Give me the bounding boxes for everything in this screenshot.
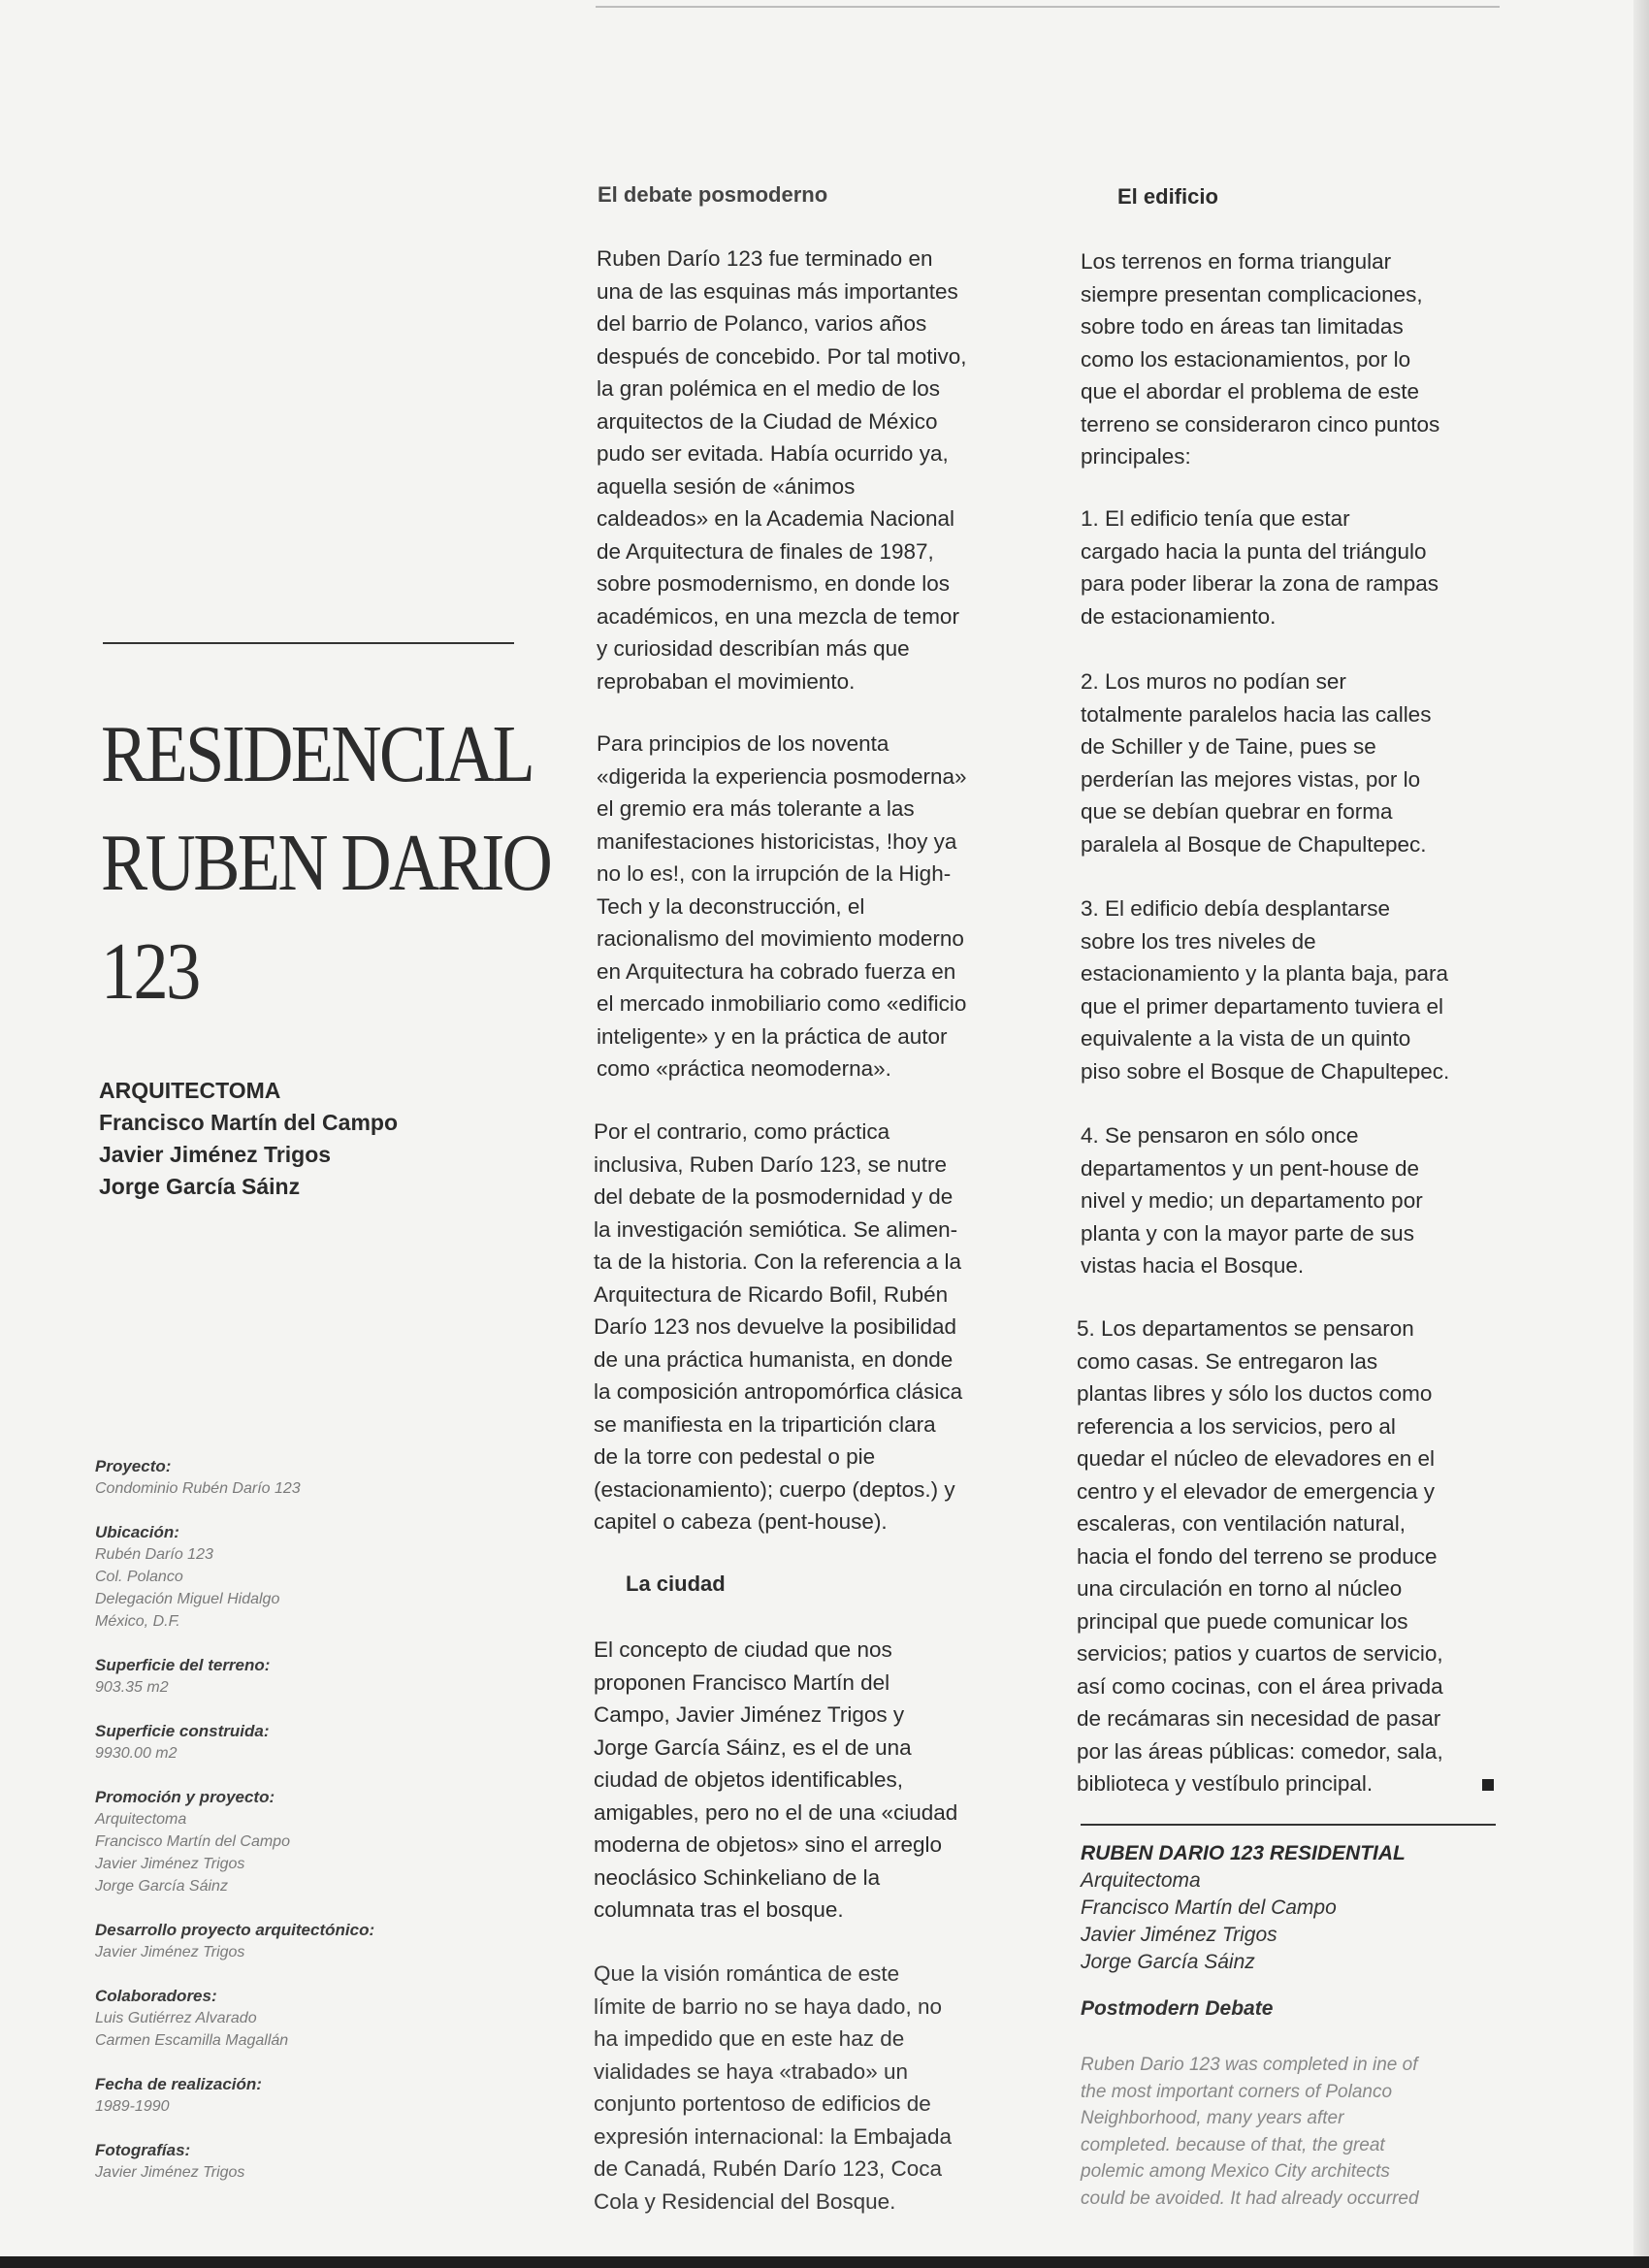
section-heading-debate: El debate posmoderno xyxy=(598,182,828,207)
english-body: Ruben Dario 123 was completed in ine of the most important corners of Polanco Neighborhood, many years after completed. because of that, the great polemic among Mexico City architects could be avoided. It had already occurred xyxy=(1081,2055,1419,2209)
title-line-1: RESIDENCIAL xyxy=(101,709,534,799)
paragraph: Para principios de los noventa «digerida la experiencia posmoderna» el gremio era más tolerante a las manifestaciones historicistas, !hoy ya no lo es!, con la irrupción de la High- Tech y la deconstrucción, el racionalismo del movimiento moderno en Arquitectura ha cobrado fuerza en el mercado inmobiliario como «edificio inteligente» y en la práctica de autor como «práctica neomoderna». xyxy=(597,731,967,1081)
section-heading-city: La ciudad xyxy=(626,1571,726,1596)
spec-label: Superficie del terreno: xyxy=(95,1656,271,1674)
credit-architect: Francisco Martín del Campo xyxy=(99,1110,399,1135)
spec-value: Javier Jiménez Trigos xyxy=(95,2164,245,2181)
english-summary xyxy=(1081,1840,1507,2212)
english-rule xyxy=(1081,1824,1496,1826)
spec-value: 1989-1990 xyxy=(95,2098,170,2115)
project-specs xyxy=(95,1455,502,2205)
spec-value: Rubén Darío 123 Col. Polanco Delegación Miguel Hidalgo México, D.F. xyxy=(95,1546,280,1630)
paragraph: Los terrenos en forma triangular siempre presentan complicaciones, sobre todo en áreas tan limitadas como los estacionamientos, por lo que el abordar el problema de este terreno se consideraron cinco puntos principales: xyxy=(1081,249,1440,469)
english-subheading: Postmodern Debate xyxy=(1081,1997,1274,2020)
paragraph: Que la visión romántica de este límite de barrio no se haya dado, no ha impedido que en este haz de vialidades se haya «trabado» un conjunto portentoso de edificios de expresión internacional: la Embajada de Canadá, Rubén Darío 123, Coca Cola y Residencial del Bosque. xyxy=(594,1961,952,2214)
spec-label: Promoción y proyecto: xyxy=(95,1788,275,1806)
spec-photos xyxy=(95,2139,502,2184)
page-title xyxy=(101,700,551,1026)
spec-label: Superficie construida: xyxy=(95,1722,270,1740)
title-line-3: 123 xyxy=(101,926,199,1017)
paragraph: El concepto de ciudad que nos proponen Francisco Martín del Campo, Javier Jiménez Trigos y Jorge García Sáinz, es el de una ciudad de objetos identificables, amigables, pero no el de una «ciudad moderna de objetos» sino el arreglo neoclásico Schinkeliano de la columnata tras el bosque. xyxy=(594,1637,958,1922)
paragraph: Por el contrario, como práctica inclusiva, Ruben Darío 123, se nutre del debate de la posmodernidad y de la investigación semiótica. Se alimen- ta de la historia. Con la referencia a la Arquitectura de Ricardo Bofil, Rubén Darío 123 nos devuelve la posibilidad de una práctica humanista, en donde la composición antropomórfica clásica se manifiesta en la tripartición clara de la torre con pedestal o pie (estacionamiento); cuerpo (deptos.) y capitel o cabeza (pent-house). xyxy=(594,1119,963,1534)
title-line-2: RUBEN DARIO xyxy=(101,818,551,908)
paragraph: Ruben Darío 123 fue terminado en una de las esquinas más importantes del barrio de Polanco, varios años después de concebido. Por tal motivo, la gran polémica en el medio de los arquitectos de la Ciudad de México pudo ser evitada. Había ocurrido ya, aquella sesión de «ánimos caldeados» en la Academia Nacional de Arquitectura de finales de 1987, sobre posmodernismo, en donde los académicos, en una mezcla de temor y curiosidad describían más que reprobaban el movimiento. xyxy=(597,246,967,694)
spec-date xyxy=(95,2073,502,2118)
spec-promotion xyxy=(95,1786,502,1897)
spec-value: Arquitectoma Francisco Martín del Campo Javier Jiménez Trigos Jorge García Sáinz xyxy=(95,1811,290,1895)
english-title: RUBEN DARIO 123 RESIDENTIAL xyxy=(1081,1842,1406,1864)
spec-value: 903.35 m2 xyxy=(95,1679,169,1696)
paragraph: 1. El edificio tenía que estar cargado hacia la punta del triángulo para poder liberar la zona de rampas de estacionamiento. xyxy=(1081,506,1439,629)
spec-value: 9930.00 m2 xyxy=(95,1745,178,1762)
spec-built-area xyxy=(95,1720,502,1765)
spec-project xyxy=(95,1455,502,1500)
top-rule xyxy=(596,6,1500,8)
paragraph: 5. Los departamentos se pensaron como casas. Se entregaron las plantas libres y sólo los ductos como referencia a los servicios, pero al quedar el núcleo de elevadores en el centro y el elevador de emergencia y escaleras, con ventilación natural, hacia el fondo del terreno se produce una circulación en torno al núcleo principal que puede comunicar los servicios; patios y cuartos de servicio, así como cocinas, con el área privada de recámaras sin necesidad de pasar por las áreas públicas: comedor, sala, biblioteca y vestíbulo principal. xyxy=(1077,1316,1443,1796)
title-rule xyxy=(103,642,514,644)
paragraph: 3. El edificio debía desplantarse sobre los tres niveles de estacionamiento y la planta baja, para que el primer departamento tuviera el equivalente a la vista de un quinto piso sobre el Bosque de Chapultepec. xyxy=(1081,896,1450,1084)
spec-label: Desarrollo proyecto arquitectónico: xyxy=(95,1921,375,1939)
credit-architect: Jorge García Sáinz xyxy=(99,1174,301,1199)
architect-credits xyxy=(99,1075,398,1203)
paragraph: 4. Se pensaron en sólo once departamentos y un pent-house de nivel y medio; un departamento por planta y con la mayor parte de sus vistas hacia el Bosque. xyxy=(1081,1123,1423,1278)
section-heading-building: El edificio xyxy=(1117,184,1218,209)
page-edge-shadow xyxy=(1633,0,1649,2268)
spec-value: Condominio Rubén Darío 123 xyxy=(95,1480,301,1497)
credit-firm: ARQUITECTOMA xyxy=(99,1078,281,1103)
spec-development xyxy=(95,1919,502,1963)
spec-label: Ubicación: xyxy=(95,1523,179,1541)
spec-value: Javier Jiménez Trigos xyxy=(95,1944,245,1960)
english-credits: Arquitectoma Francisco Martín del Campo Javier Jiménez Trigos Jorge García Sáinz xyxy=(1081,1869,1337,1973)
spec-label: Fotografías: xyxy=(95,2141,191,2159)
spec-collaborators xyxy=(95,1985,502,2052)
spec-label: Proyecto: xyxy=(95,1457,172,1475)
scan-bottom-shadow xyxy=(0,2256,1649,2268)
spec-value: Luis Gutiérrez Alvarado Carmen Escamilla Magallán xyxy=(95,2010,289,2049)
spec-land-area xyxy=(95,1654,502,1699)
spec-location xyxy=(95,1521,502,1633)
end-mark xyxy=(1482,1779,1494,1791)
spec-label: Colaboradores: xyxy=(95,1987,217,2005)
credit-architect: Javier Jiménez Trigos xyxy=(99,1142,332,1167)
paragraph: 2. Los muros no podían ser totalmente paralelos hacia las calles de Schiller y de Taine, pues se perderían las mejores vistas, por lo que se debían quebrar en forma paralela al Bosque de Chapultepec. xyxy=(1081,669,1432,857)
spec-label: Fecha de realización: xyxy=(95,2075,262,2093)
